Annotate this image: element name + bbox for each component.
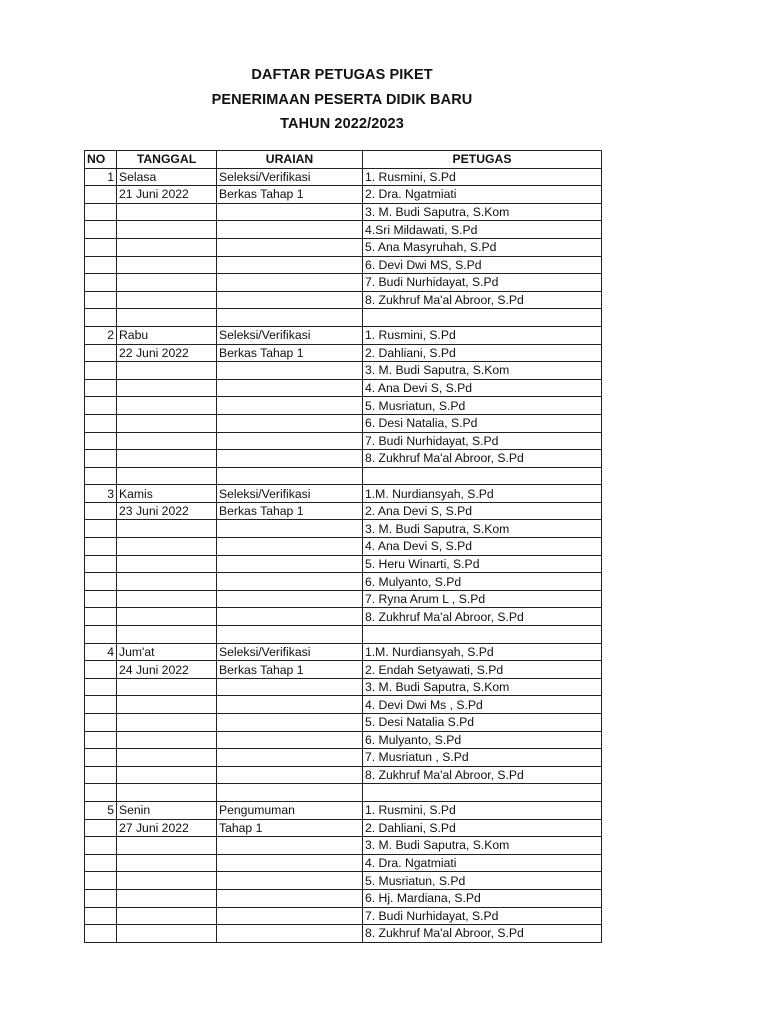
table-row bbox=[85, 555, 602, 573]
tanggal-cell bbox=[117, 889, 217, 907]
table-row bbox=[85, 274, 602, 292]
petugas-cell: 6. Mulyanto, S.Pd bbox=[363, 573, 602, 591]
table-row bbox=[85, 485, 602, 503]
row-number-cell bbox=[85, 872, 117, 890]
petugas-cell: 7. Budi Nurhidayat, S.Pd bbox=[363, 432, 602, 450]
date-cell: 23 Juni 2022 bbox=[117, 502, 217, 520]
tanggal-cell bbox=[117, 432, 217, 450]
table-row bbox=[85, 590, 602, 608]
document-year: TAHUN 2022/2023 bbox=[280, 116, 404, 132]
date-cell: 27 Juni 2022 bbox=[117, 819, 217, 837]
row-number-cell bbox=[85, 837, 117, 855]
row-number-cell bbox=[85, 274, 117, 292]
row-number-cell bbox=[85, 661, 117, 679]
uraian-cell bbox=[217, 520, 363, 538]
petugas-cell: 8. Zukhruf Ma'al Abroor, S.Pd bbox=[363, 450, 602, 468]
petugas-cell: 3. M. Budi Saputra, S.Kom bbox=[363, 837, 602, 855]
uraian-cell: Seleksi/Verifikasi bbox=[217, 485, 363, 503]
uraian-cell bbox=[217, 925, 363, 943]
petugas-cell: 5. Heru Winarti, S.Pd bbox=[363, 555, 602, 573]
tanggal-cell bbox=[117, 907, 217, 925]
column-header-petugas: PETUGAS bbox=[363, 151, 602, 169]
row-number-cell bbox=[85, 502, 117, 520]
table-row bbox=[85, 608, 602, 626]
tanggal-cell bbox=[117, 766, 217, 784]
empty-cell bbox=[217, 309, 363, 327]
table-row bbox=[85, 766, 602, 784]
table-row bbox=[85, 186, 602, 204]
table-row bbox=[85, 731, 602, 749]
row-number-cell bbox=[85, 538, 117, 556]
table-row bbox=[85, 872, 602, 890]
row-number-cell bbox=[85, 819, 117, 837]
duty-roster-table bbox=[84, 150, 602, 943]
tanggal-cell bbox=[117, 414, 217, 432]
row-number-cell bbox=[85, 608, 117, 626]
table-row bbox=[85, 889, 602, 907]
uraian-cell bbox=[217, 872, 363, 890]
petugas-cell: 7. Budi Nurhidayat, S.Pd bbox=[363, 274, 602, 292]
petugas-cell: 3. M. Budi Saputra, S.Kom bbox=[363, 520, 602, 538]
column-header-no: NO bbox=[85, 151, 117, 169]
uraian-cell bbox=[217, 573, 363, 591]
uraian-cell bbox=[217, 221, 363, 239]
spacer-row bbox=[85, 784, 602, 802]
petugas-cell: 4. Dra. Ngatmiati bbox=[363, 854, 602, 872]
empty-cell bbox=[117, 784, 217, 802]
petugas-cell: 4. Ana Devi S, S.Pd bbox=[363, 538, 602, 556]
tanggal-cell bbox=[117, 714, 217, 732]
table-row bbox=[85, 168, 602, 186]
row-number-cell bbox=[85, 379, 117, 397]
row-number-cell bbox=[85, 520, 117, 538]
petugas-cell: 1.M. Nurdiansyah, S.Pd bbox=[363, 643, 602, 661]
row-number-cell bbox=[85, 256, 117, 274]
day-cell: Rabu bbox=[117, 326, 217, 344]
table-row bbox=[85, 450, 602, 468]
document-title: DAFTAR PETUGAS PIKET bbox=[251, 67, 433, 83]
day-cell: Jum'at bbox=[117, 643, 217, 661]
petugas-cell: 5. Musriatun, S.Pd bbox=[363, 397, 602, 415]
uraian-cell bbox=[217, 238, 363, 256]
row-number-cell bbox=[85, 203, 117, 221]
table-row bbox=[85, 661, 602, 679]
uraian-cell bbox=[217, 274, 363, 292]
table-row bbox=[85, 291, 602, 309]
row-number-cell bbox=[85, 221, 117, 239]
petugas-cell: 8. Zukhruf Ma'al Abroor, S.Pd bbox=[363, 925, 602, 943]
petugas-cell: 5. Desi Natalia S.Pd bbox=[363, 714, 602, 732]
spacer-row bbox=[85, 309, 602, 327]
empty-cell bbox=[85, 309, 117, 327]
row-number-cell bbox=[85, 450, 117, 468]
empty-cell bbox=[217, 467, 363, 485]
table-row bbox=[85, 362, 602, 380]
petugas-cell: 1. Rusmini, S.Pd bbox=[363, 168, 602, 186]
table-row bbox=[85, 221, 602, 239]
table-row bbox=[85, 379, 602, 397]
petugas-cell: 2. Endah Setyawati, S.Pd bbox=[363, 661, 602, 679]
empty-cell bbox=[363, 309, 602, 327]
day-cell: Kamis bbox=[117, 485, 217, 503]
uraian-cell bbox=[217, 414, 363, 432]
table-row bbox=[85, 801, 602, 819]
empty-cell bbox=[117, 626, 217, 644]
petugas-cell: 2. Dra. Ngatmiati bbox=[363, 186, 602, 204]
row-number-cell bbox=[85, 414, 117, 432]
petugas-cell: 6. Hj. Mardiana, S.Pd bbox=[363, 889, 602, 907]
row-number-cell bbox=[85, 714, 117, 732]
tanggal-cell bbox=[117, 854, 217, 872]
empty-cell bbox=[363, 467, 602, 485]
empty-cell bbox=[117, 467, 217, 485]
uraian-cell bbox=[217, 678, 363, 696]
petugas-cell: 7. Ryna Arum L , S.Pd bbox=[363, 590, 602, 608]
column-header-tanggal: TANGGAL bbox=[117, 151, 217, 169]
uraian-cell bbox=[217, 854, 363, 872]
tanggal-cell bbox=[117, 837, 217, 855]
petugas-cell: 6. Devi Dwi MS, S.Pd bbox=[363, 256, 602, 274]
tanggal-cell bbox=[117, 238, 217, 256]
petugas-cell: 2. Dahliani, S.Pd bbox=[363, 819, 602, 837]
tanggal-cell bbox=[117, 555, 217, 573]
row-number-cell bbox=[85, 397, 117, 415]
table-row bbox=[85, 538, 602, 556]
row-number-cell bbox=[85, 889, 117, 907]
petugas-cell: 6. Mulyanto, S.Pd bbox=[363, 731, 602, 749]
table-row bbox=[85, 256, 602, 274]
table-row bbox=[85, 678, 602, 696]
uraian-cell bbox=[217, 362, 363, 380]
petugas-cell: 7. Musriatun , S.Pd bbox=[363, 749, 602, 767]
uraian-cell bbox=[217, 766, 363, 784]
tanggal-cell bbox=[117, 397, 217, 415]
uraian-cell: Pengumuman bbox=[217, 801, 363, 819]
petugas-cell: 8. Zukhruf Ma'al Abroor, S.Pd bbox=[363, 766, 602, 784]
uraian-cell: Tahap 1 bbox=[217, 819, 363, 837]
tanggal-cell bbox=[117, 520, 217, 538]
row-number-cell bbox=[85, 238, 117, 256]
uraian-cell: Seleksi/Verifikasi bbox=[217, 643, 363, 661]
uraian-cell: Berkas Tahap 1 bbox=[217, 661, 363, 679]
uraian-cell bbox=[217, 432, 363, 450]
date-cell: 22 Juni 2022 bbox=[117, 344, 217, 362]
row-number-cell: 3 bbox=[85, 485, 117, 503]
empty-cell bbox=[85, 626, 117, 644]
petugas-cell: 2. Ana Devi S, S.Pd bbox=[363, 502, 602, 520]
tanggal-cell bbox=[117, 678, 217, 696]
table-row bbox=[85, 397, 602, 415]
tanggal-cell bbox=[117, 256, 217, 274]
empty-cell bbox=[363, 784, 602, 802]
row-number-cell bbox=[85, 749, 117, 767]
uraian-cell bbox=[217, 731, 363, 749]
date-cell: 24 Juni 2022 bbox=[117, 661, 217, 679]
tanggal-cell bbox=[117, 379, 217, 397]
petugas-cell: 6. Desi Natalia, S.Pd bbox=[363, 414, 602, 432]
tanggal-cell bbox=[117, 221, 217, 239]
empty-cell bbox=[117, 309, 217, 327]
empty-cell bbox=[363, 626, 602, 644]
tanggal-cell bbox=[117, 362, 217, 380]
empty-cell bbox=[85, 784, 117, 802]
table-body bbox=[85, 168, 602, 942]
row-number-cell bbox=[85, 432, 117, 450]
uraian-cell: Seleksi/Verifikasi bbox=[217, 326, 363, 344]
uraian-cell bbox=[217, 291, 363, 309]
table-row bbox=[85, 854, 602, 872]
tanggal-cell bbox=[117, 749, 217, 767]
row-number-cell bbox=[85, 344, 117, 362]
column-header-uraian: URAIAN bbox=[217, 151, 363, 169]
document-subtitle: PENERIMAAN PESERTA DIDIK BARU bbox=[211, 92, 473, 108]
petugas-cell: 3. M. Budi Saputra, S.Kom bbox=[363, 203, 602, 221]
table-row bbox=[85, 819, 602, 837]
uraian-cell bbox=[217, 749, 363, 767]
tanggal-cell bbox=[117, 203, 217, 221]
tanggal-cell bbox=[117, 608, 217, 626]
petugas-cell: 3. M. Budi Saputra, S.Kom bbox=[363, 678, 602, 696]
spacer-row bbox=[85, 467, 602, 485]
uraian-cell: Berkas Tahap 1 bbox=[217, 344, 363, 362]
tanggal-cell bbox=[117, 590, 217, 608]
uraian-cell: Berkas Tahap 1 bbox=[217, 502, 363, 520]
row-number-cell: 2 bbox=[85, 326, 117, 344]
petugas-cell: 1. Rusmini, S.Pd bbox=[363, 801, 602, 819]
petugas-cell: 8. Zukhruf Ma'al Abroor, S.Pd bbox=[363, 608, 602, 626]
uraian-cell bbox=[217, 714, 363, 732]
row-number-cell: 1 bbox=[85, 168, 117, 186]
day-cell: Senin bbox=[117, 801, 217, 819]
row-number-cell bbox=[85, 766, 117, 784]
row-number-cell: 4 bbox=[85, 643, 117, 661]
uraian-cell bbox=[217, 256, 363, 274]
uraian-cell bbox=[217, 837, 363, 855]
table-row bbox=[85, 502, 602, 520]
petugas-cell: 8. Zukhruf Ma'al Abroor, S.Pd bbox=[363, 291, 602, 309]
uraian-cell bbox=[217, 397, 363, 415]
row-number-cell bbox=[85, 573, 117, 591]
row-number-cell bbox=[85, 291, 117, 309]
uraian-cell: Seleksi/Verifikasi bbox=[217, 168, 363, 186]
empty-cell bbox=[217, 626, 363, 644]
table-row bbox=[85, 907, 602, 925]
table-row bbox=[85, 326, 602, 344]
petugas-cell: 3. M. Budi Saputra, S.Kom bbox=[363, 362, 602, 380]
empty-cell bbox=[85, 467, 117, 485]
row-number-cell bbox=[85, 696, 117, 714]
tanggal-cell bbox=[117, 538, 217, 556]
table-row bbox=[85, 925, 602, 943]
table-row bbox=[85, 432, 602, 450]
row-number-cell bbox=[85, 731, 117, 749]
uraian-cell bbox=[217, 907, 363, 925]
tanggal-cell bbox=[117, 925, 217, 943]
petugas-cell: 4. Ana Devi S, S.Pd bbox=[363, 379, 602, 397]
row-number-cell bbox=[85, 362, 117, 380]
row-number-cell: 5 bbox=[85, 801, 117, 819]
table-row bbox=[85, 414, 602, 432]
petugas-cell: 1.M. Nurdiansyah, S.Pd bbox=[363, 485, 602, 503]
row-number-cell bbox=[85, 555, 117, 573]
uraian-cell bbox=[217, 450, 363, 468]
petugas-cell: 5. Musriatun, S.Pd bbox=[363, 872, 602, 890]
uraian-cell bbox=[217, 538, 363, 556]
tanggal-cell bbox=[117, 573, 217, 591]
uraian-cell bbox=[217, 379, 363, 397]
date-cell: 21 Juni 2022 bbox=[117, 186, 217, 204]
tanggal-cell bbox=[117, 274, 217, 292]
table-row bbox=[85, 520, 602, 538]
row-number-cell bbox=[85, 907, 117, 925]
tanggal-cell bbox=[117, 872, 217, 890]
uraian-cell bbox=[217, 590, 363, 608]
spacer-row bbox=[85, 626, 602, 644]
table-row bbox=[85, 238, 602, 256]
petugas-cell: 1. Rusmini, S.Pd bbox=[363, 326, 602, 344]
tanggal-cell bbox=[117, 450, 217, 468]
table-row bbox=[85, 696, 602, 714]
petugas-cell: 5. Ana Masyruhah, S.Pd bbox=[363, 238, 602, 256]
table-header-row bbox=[85, 151, 602, 169]
petugas-cell: 4. Devi Dwi Ms , S.Pd bbox=[363, 696, 602, 714]
tanggal-cell bbox=[117, 731, 217, 749]
table-row bbox=[85, 749, 602, 767]
uraian-cell bbox=[217, 889, 363, 907]
table-row bbox=[85, 714, 602, 732]
uraian-cell bbox=[217, 696, 363, 714]
row-number-cell bbox=[85, 186, 117, 204]
table-row bbox=[85, 573, 602, 591]
day-cell: Selasa bbox=[117, 168, 217, 186]
empty-cell bbox=[217, 784, 363, 802]
row-number-cell bbox=[85, 925, 117, 943]
petugas-cell: 7. Budi Nurhidayat, S.Pd bbox=[363, 907, 602, 925]
table-row bbox=[85, 643, 602, 661]
table-row bbox=[85, 203, 602, 221]
uraian-cell: Berkas Tahap 1 bbox=[217, 186, 363, 204]
tanggal-cell bbox=[117, 696, 217, 714]
row-number-cell bbox=[85, 678, 117, 696]
table-row bbox=[85, 344, 602, 362]
row-number-cell bbox=[85, 590, 117, 608]
petugas-cell: 2. Dahliani, S.Pd bbox=[363, 344, 602, 362]
uraian-cell bbox=[217, 555, 363, 573]
petugas-cell: 4.Sri Mildawati, S.Pd bbox=[363, 221, 602, 239]
uraian-cell bbox=[217, 203, 363, 221]
uraian-cell bbox=[217, 608, 363, 626]
row-number-cell bbox=[85, 854, 117, 872]
table-row bbox=[85, 837, 602, 855]
tanggal-cell bbox=[117, 291, 217, 309]
